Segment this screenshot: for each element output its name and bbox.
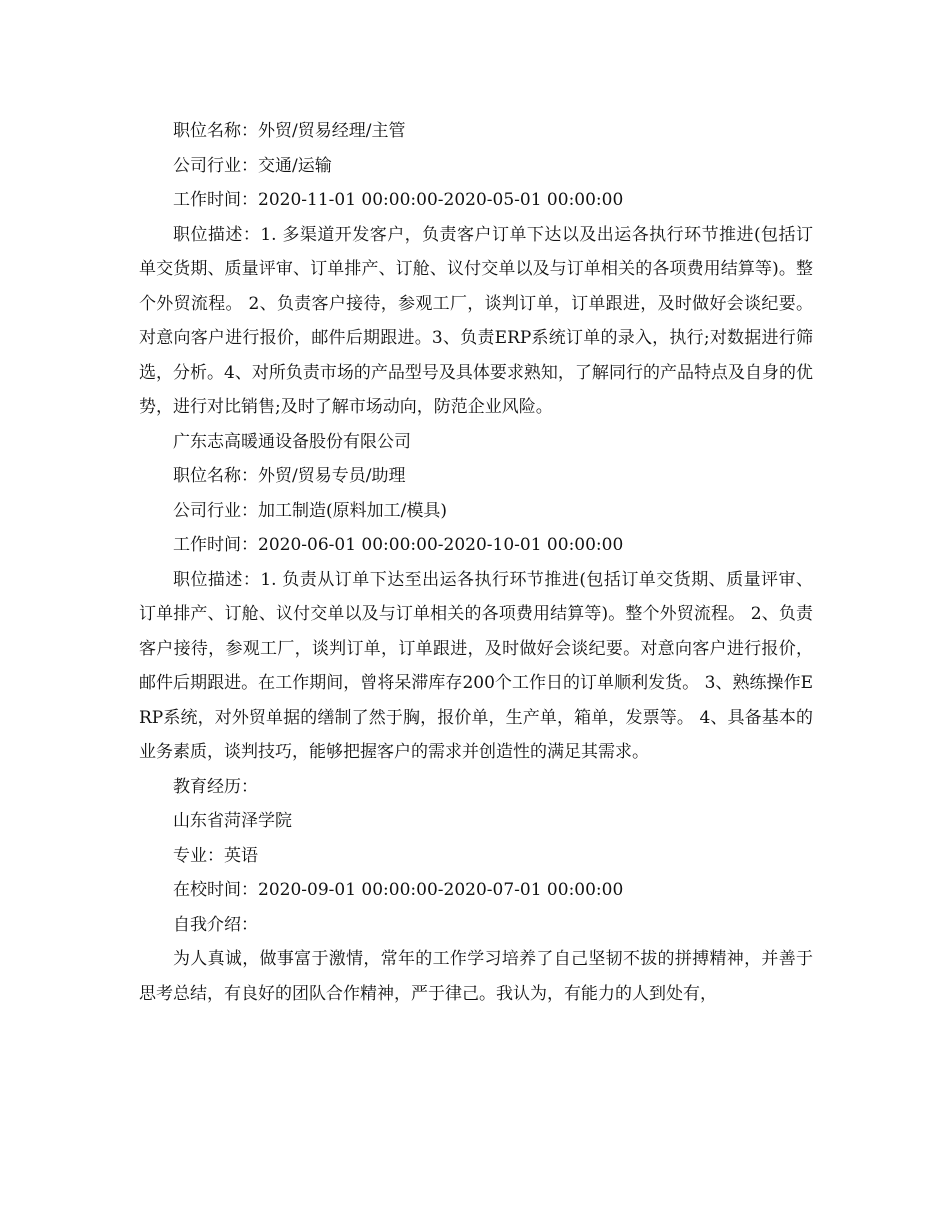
- major: 专业：英语: [173, 845, 258, 866]
- work-period-1: 工作时间：2020-11-01 00:00:00-2020-05-01 00:00:00: [173, 190, 624, 210]
- company-name-2: 广东志高暖通设备股份有限公司: [173, 431, 411, 452]
- industry-1: 公司行业：交通/运输: [173, 155, 332, 176]
- position-title-2: 职位名称：外贸/贸易专员/助理: [173, 466, 406, 486]
- position-title-1: 职位名称：外贸/贸易经理/主管: [173, 121, 406, 141]
- study-period: 在校时间：2020-09-01 00:00:00-2020-07-01 00:00:00: [173, 880, 624, 900]
- self-intro-text: 为人真诚，做事富于激情，常年的工作学习培养了自己坚韧不拔的拼搏精神，并善于思考总结，有良好的团队合作精神，严于律己。我认为，有能力的人到处有，: [139, 949, 813, 1004]
- school-name: 山东省菏泽学院: [173, 811, 292, 831]
- document-body: [139, 114, 813, 1011]
- self-intro-heading: 自我介绍：: [173, 914, 258, 935]
- industry-2: 公司行业：加工制造(原料加工/模具): [173, 500, 447, 521]
- work-period-2: 工作时间：2020-06-01 00:00:00-2020-10-01 00:00:00: [173, 535, 624, 555]
- job-description-1: 职位描述：1. 多渠道开发客户，负责客户订单下达以及出运各执行环节推进(包括订单交货期、质量评审、订单排产、订舱、议付交单以及与订单相关的各项费用结算等)。整个外贸流程。 2、负责客户接待，参观工厂，谈判订单，订单跟进，及时做好会谈纪要。对意向客户进行报价，邮件后期跟进。3、负责ERP系统订单的录入，执行;对数据进行筛选，分析。4、对所负责市场的产品型号及具体要求熟知，了解同行的产品特点及自身的优势，进行对比销售;及时了解市场动向，防范企业风险。: [139, 224, 813, 417]
- education-heading: 教育经历：: [173, 776, 258, 797]
- job-description-2: 职位描述：1. 负责从订单下达至出运各执行环节推进(包括订单交货期、质量评审、订单排产、订舱、议付交单以及与订单相关的各项费用结算等)。整个外贸流程。 2、负责客户接待，参观工厂，谈判订单，订单跟进，及时做好会谈纪要。对意向客户进行报价，邮件后期跟进。在工作期间，曾将呆滞库存200个工作日的订单顺利发货。 3、熟练操作ERP系统，对外贸单据的缮制了然于胸，报价单，生产单，箱单，发票等。 4、具备基本的业务素质，谈判技巧，能够把握客户的需求并创造性的满足其需求。: [139, 569, 813, 762]
